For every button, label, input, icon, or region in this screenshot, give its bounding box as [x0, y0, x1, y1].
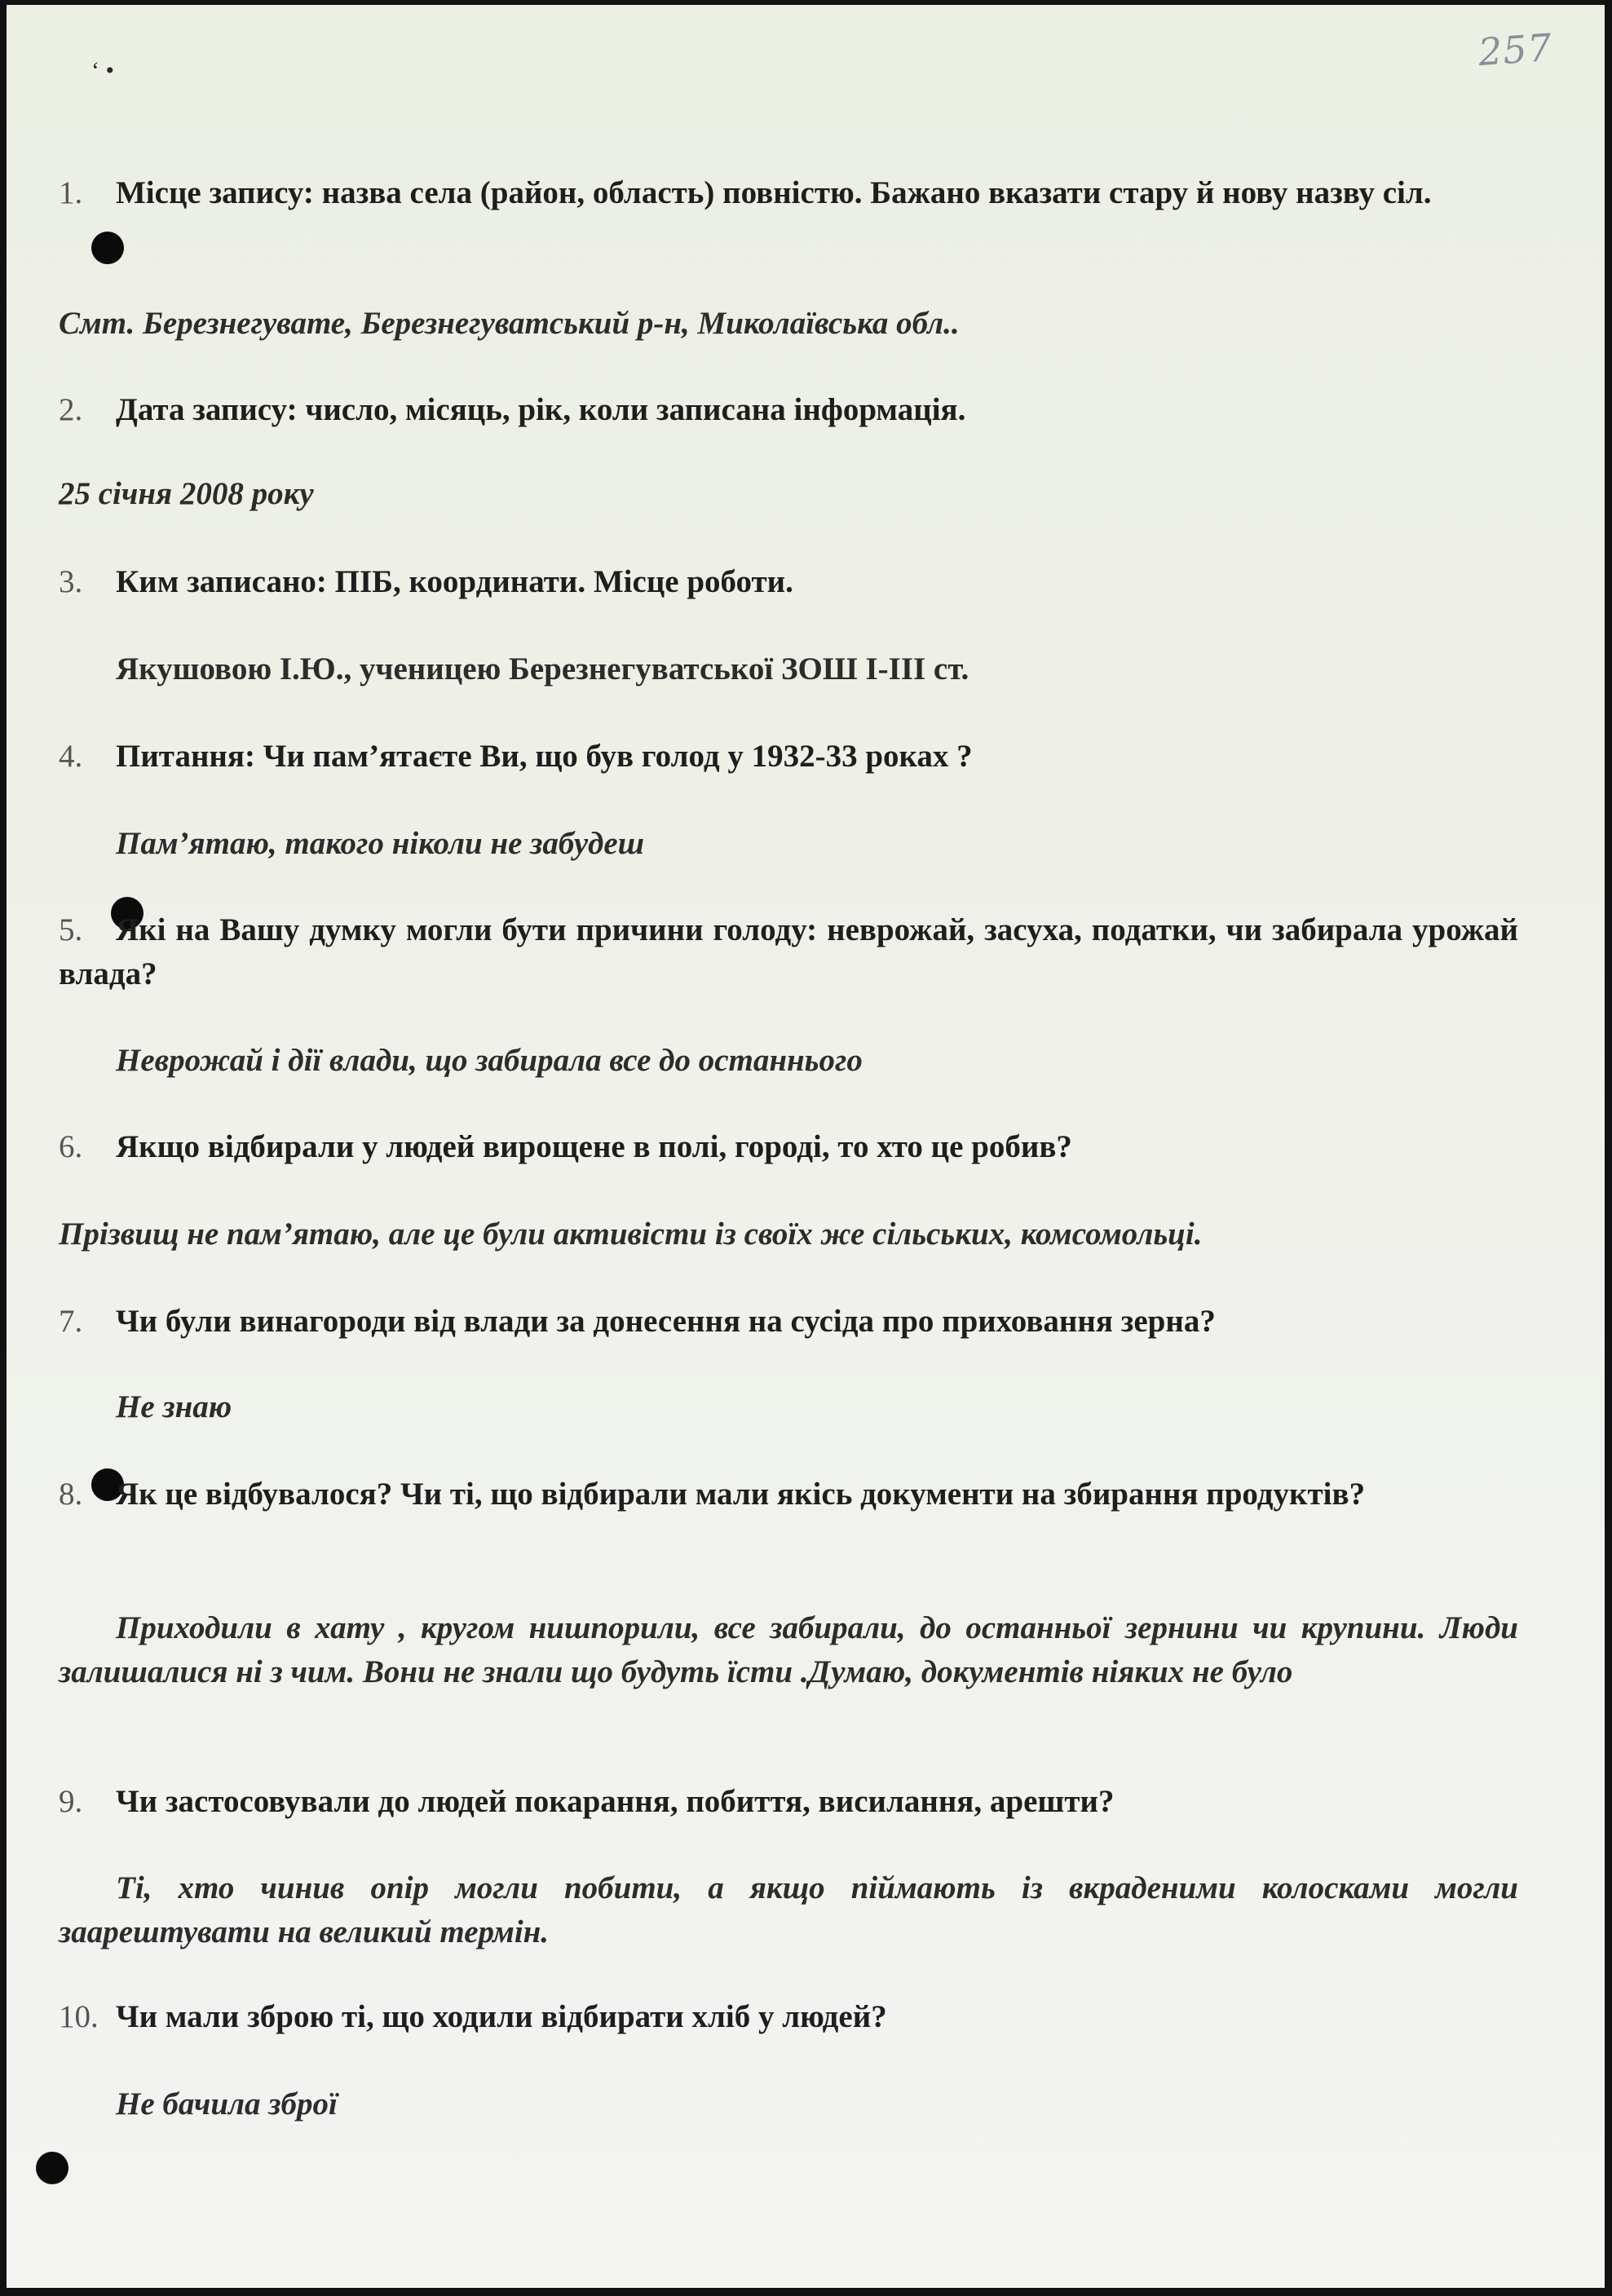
- question-text: Ким записано: ПІБ, координати. Місце роботи.: [116, 564, 793, 599]
- answer-2: 25 січня 2008 року: [59, 476, 314, 511]
- top-marks: ʻ •: [91, 57, 114, 84]
- question-text: Якщо відбирали у людей вирощене в полі, городі, то хто це робив?: [116, 1129, 1072, 1164]
- answer-3: Якушовою І.Ю., ученицею Березнегуватської ЗОШ І-ІІІ ст.: [116, 651, 969, 687]
- question-text: Які на Вашу думку могли бути причини голоду: неврожай, засуха, податки, чи забирала урожай влада?: [59, 912, 1518, 991]
- question-text: Місце запису: назва села (район, область) повністю. Бажано вказати стару й нову назву сіл.: [116, 175, 1432, 210]
- question-number: 2.: [59, 392, 83, 427]
- question-10: [59, 1995, 1518, 2039]
- question-text: Чи застосовували до людей покарання, побиття, висилання, арешти?: [116, 1784, 1115, 1819]
- question-number: 5.: [59, 912, 83, 947]
- answer-1: Смт. Березнегувате, Березнегуватський р-н, Миколаївська обл..: [59, 306, 960, 341]
- question-number: 1.: [59, 175, 83, 210]
- answer-8: Приходили в хату , кругом нишпорили, все забирали, до останньої зернини чи крупини. Люди залишалися ні з чим. Вони не знали що будуть їсти .Думаю, документів ніяких не було: [59, 1610, 1518, 1689]
- question-text: Чи були винагороди від влади за донесення на сусіда про приховання зерна?: [116, 1304, 1216, 1339]
- answer-5: Неврожай і дії влади, що забирала все до останнього: [116, 1043, 863, 1078]
- document-page: [7, 5, 1605, 2288]
- question-number: 4.: [59, 739, 83, 774]
- answer-10: Не бачила зброї: [116, 2086, 338, 2122]
- question-number: 9.: [59, 1784, 83, 1819]
- handwritten-page-number: 257: [1477, 24, 1554, 75]
- question-2: [59, 388, 1518, 432]
- question-9: [59, 1780, 1518, 1824]
- question-7: [59, 1300, 1518, 1344]
- answer-4: Пам’ятаю, такого ніколи не забудеш: [116, 826, 645, 861]
- answer-7: Не знаю: [116, 1389, 232, 1424]
- question-number: 6.: [59, 1129, 83, 1164]
- question-8: [59, 1473, 1518, 1517]
- punch-hole-1: [91, 232, 124, 264]
- question-number: 3.: [59, 564, 83, 599]
- question-number: 7.: [59, 1304, 83, 1339]
- question-3: [59, 560, 1518, 604]
- question-text: Дата запису: число, місяць, рік, коли записана інформація.: [116, 392, 966, 427]
- question-number: 10.: [59, 1999, 99, 2034]
- question-text: Чи мали зброю ті, що ходили відбирати хліб у людей?: [116, 1999, 887, 2034]
- question-1: [59, 171, 1518, 215]
- question-4: [59, 735, 1518, 779]
- question-number: 8.: [59, 1477, 83, 1512]
- question-text: Питання: Чи пам’ятаєте Ви, що був голод у 1932-33 роках ?: [116, 739, 973, 774]
- question-5: [59, 908, 1518, 996]
- answer-9: Ті, хто чинив опір могли побити, а якщо піймають із вкраденими колосками могли заарештувати на великий термін.: [59, 1870, 1518, 1949]
- punch-hole-4: [36, 2152, 68, 2184]
- question-6: [59, 1125, 1518, 1169]
- question-text: Як це відбувалося? Чи ті, що відбирали мали якісь документи на збирання продуктів?: [116, 1477, 1366, 1512]
- answer-6: Прізвищ не пам’ятаю, але це були активісти із своїх же сільських, комсомольці.: [59, 1216, 1203, 1252]
